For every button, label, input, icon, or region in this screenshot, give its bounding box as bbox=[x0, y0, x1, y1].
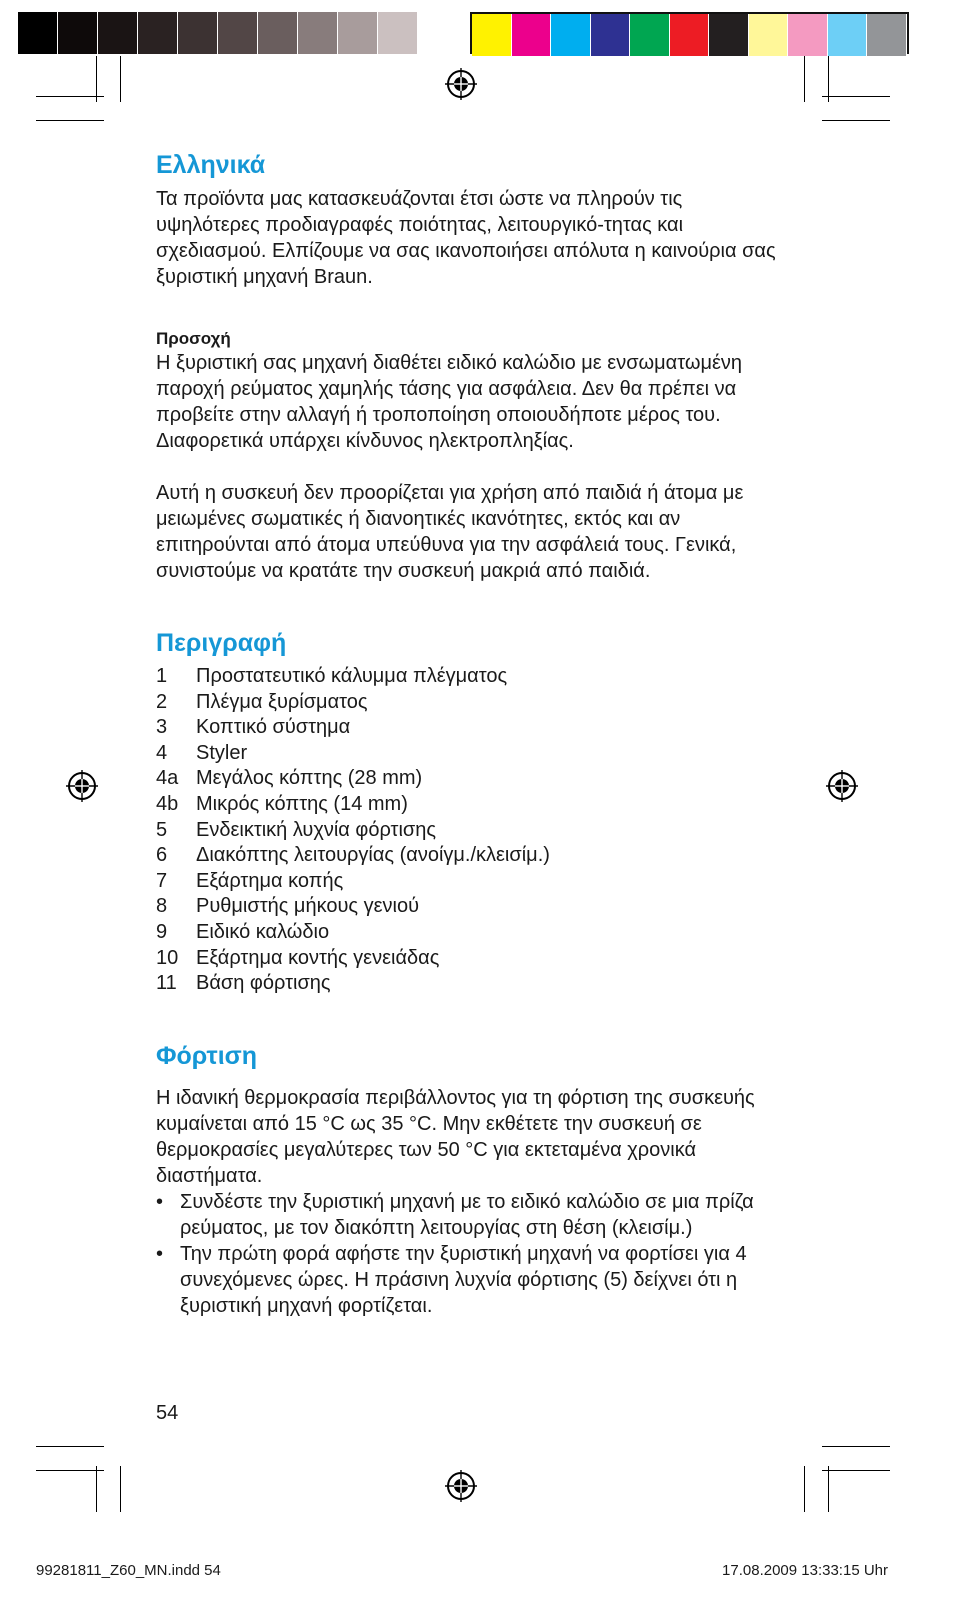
list-item bbox=[156, 1241, 776, 1319]
crop-mark bbox=[828, 1466, 829, 1512]
grayscale-color-bar bbox=[18, 12, 458, 54]
crop-mark bbox=[96, 56, 97, 102]
bullet-text: Συνδέστε την ξυριστική μηχανή με το ειδικό καλώδιο σε μια πρίζα ρεύματος, με τον διακόπτη λειτουργίας στη θέση (κλεισίμ.) bbox=[180, 1190, 754, 1239]
crop-mark bbox=[36, 1446, 104, 1447]
process-color-bar bbox=[470, 12, 909, 54]
color-swatch bbox=[138, 12, 178, 54]
list-item-text: Βάση φόρτισης bbox=[196, 972, 331, 995]
list-item bbox=[156, 715, 776, 741]
bullet-icon: • bbox=[156, 1190, 164, 1213]
color-swatch bbox=[551, 14, 591, 56]
list-item bbox=[156, 894, 776, 920]
charging-bullets bbox=[156, 1189, 776, 1319]
crop-mark bbox=[822, 1470, 890, 1471]
color-swatch bbox=[58, 12, 98, 54]
registration-mark-icon bbox=[445, 68, 477, 100]
color-swatch bbox=[98, 12, 138, 54]
bullet-text: Την πρώτη φορά αφήστε την ξυριστική μηχανή να φορτίσει για 4 συνεχόμενες ώρες. Η πράσινη λυχνία φόρτισης (5) δείχνει ότι η ξυριστική μηχανή φορτίζεται. bbox=[180, 1242, 747, 1317]
color-swatch bbox=[867, 14, 907, 56]
color-swatch bbox=[670, 14, 710, 56]
charging-paragraph: Η ιδανική θερμοκρασία περιβάλλοντος για τη φόρτιση της συσκευής κυμαίνεται από 15 °C ως 35 °C. Μην εκθέτετε την συσκευή σε θερμοκρασίες μεγαλύτερες των 50 °C για εκτεταμένα χρονικά διαστήματα. bbox=[156, 1086, 755, 1187]
list-item-number: 4 bbox=[156, 741, 168, 764]
page-content bbox=[156, 150, 776, 1319]
caution-paragraph: Η ξυριστική σας μηχανή διαθέτει ειδικό καλώδιο με ενσωματωμένη παροχή ρεύματος χαμηλής τάσης για ασφάλεια. Δεν θα πρέπει να προβείτε στην αλλαγή ή τροποποίηση οποιουδήποτε μέρος του. Διαφορετικά υπάρχει κίνδυνος ηλεκτροπληξίας. bbox=[156, 352, 743, 452]
section-heading-description: Περιγραφή bbox=[156, 629, 287, 657]
list-item-number: 7 bbox=[156, 869, 168, 892]
list-item bbox=[156, 946, 776, 972]
list-item bbox=[156, 792, 776, 818]
color-swatch bbox=[749, 14, 789, 56]
caution-title: Προσοχή bbox=[156, 329, 231, 348]
color-swatch bbox=[788, 14, 828, 56]
color-swatch bbox=[258, 12, 298, 54]
section-heading-charging: Φόρτιση bbox=[156, 1041, 258, 1070]
crop-mark bbox=[828, 56, 829, 102]
section-heading-greek: Ελληνικά bbox=[156, 151, 266, 179]
color-swatch bbox=[298, 12, 338, 54]
list-item-number: 5 bbox=[156, 818, 168, 841]
list-item-text: Εξάρτημα κοπής bbox=[196, 869, 344, 892]
list-item-number: 10 bbox=[156, 946, 179, 969]
crop-mark bbox=[822, 120, 890, 121]
color-swatch bbox=[418, 12, 458, 54]
registration-mark-icon bbox=[826, 770, 858, 802]
list-item bbox=[156, 741, 776, 767]
list-item bbox=[156, 920, 776, 946]
crop-mark bbox=[36, 1470, 104, 1471]
list-item-text: Μεγάλος κόπτης (28 mm) bbox=[196, 767, 423, 790]
color-swatch bbox=[828, 14, 868, 56]
registration-mark-icon bbox=[445, 1470, 477, 1502]
color-swatch bbox=[472, 14, 512, 56]
crop-mark bbox=[36, 120, 104, 121]
list-item-text: Ρυθμιστής μήκους γενιού bbox=[196, 895, 420, 918]
footer-filename: 99281811_Z60_MN.indd 54 bbox=[36, 1562, 221, 1579]
list-item-number: 3 bbox=[156, 716, 168, 739]
crop-mark bbox=[120, 1466, 121, 1512]
list-item-text: Διακόπτης λειτουργίας (ανοίγμ./κλεισίμ.) bbox=[196, 844, 550, 867]
color-swatch bbox=[338, 12, 378, 54]
list-item-text: Ειδικό καλώδιο bbox=[196, 920, 330, 943]
color-swatch bbox=[591, 14, 631, 56]
crop-mark bbox=[804, 1466, 805, 1512]
crop-mark bbox=[822, 96, 890, 97]
list-item-text: Ενδεικτική λυχνία φόρτισης bbox=[196, 818, 437, 841]
list-item bbox=[156, 971, 776, 997]
color-swatch bbox=[18, 12, 58, 54]
list-item-text: Styler bbox=[196, 741, 248, 764]
parts-list bbox=[156, 664, 776, 997]
list-item-number: 2 bbox=[156, 690, 168, 713]
registration-mark-icon bbox=[66, 770, 98, 802]
list-item-number: 1 bbox=[156, 665, 168, 687]
crop-mark bbox=[822, 1446, 890, 1447]
list-item bbox=[156, 766, 776, 792]
list-item-number: 8 bbox=[156, 895, 168, 918]
list-item bbox=[156, 1189, 776, 1241]
crop-mark bbox=[120, 56, 121, 102]
color-swatch bbox=[378, 12, 418, 54]
list-item-number: 4a bbox=[156, 767, 179, 790]
list-item-text: Πλέγμα ξυρίσματος bbox=[196, 690, 368, 713]
list-item bbox=[156, 843, 776, 869]
list-item-number: 11 bbox=[156, 972, 177, 995]
footer-timestamp: 17.08.2009 13:33:15 Uhr bbox=[722, 1562, 888, 1579]
crop-mark bbox=[36, 96, 104, 97]
crop-mark bbox=[804, 56, 805, 102]
children-warning-paragraph: Αυτή η συσκευή δεν προορίζεται για χρήση από παιδιά ή άτομα με μειωμένες σωματικές ή διανοητικές ικανότητες, εκτός και αν επιτηρούνται από άτομα υπεύθυνα για την ασφάλειά τους. Γενικά, συνιστούμε να κρατάτε την συσκευή μακριά από παιδιά. bbox=[156, 482, 744, 582]
list-item-text: Κοπτικό σύστημα bbox=[196, 716, 351, 739]
color-swatch bbox=[709, 14, 749, 56]
color-swatch bbox=[630, 14, 670, 56]
page-number: 54 bbox=[156, 1402, 179, 1424]
list-item-number: 4b bbox=[156, 792, 179, 815]
list-item bbox=[156, 690, 776, 716]
crop-mark bbox=[96, 1466, 97, 1512]
intro-paragraph: Τα προϊόντα μας κατασκευάζονται έτσι ώστε να πληρούν τις υψηλότερες προδιαγραφές ποιότητας, λειτουργικό-τητας και σχεδιασμού. Ελπίζουμε να σας ικανοποιήσει απόλυτα η καινούρια σας ξυριστική μηχανή Braun. bbox=[156, 188, 776, 288]
list-item-text: Εξάρτημα κοντής γενειάδας bbox=[196, 946, 440, 969]
color-swatch bbox=[512, 14, 552, 56]
list-item bbox=[156, 664, 776, 690]
list-item bbox=[156, 818, 776, 844]
list-item-text: Μικρός κόπτης (14 mm) bbox=[196, 792, 408, 815]
color-swatch bbox=[218, 12, 258, 54]
list-item-number: 9 bbox=[156, 920, 168, 943]
list-item-text: Προστατευτικό κάλυμμα πλέγματος bbox=[196, 665, 508, 687]
list-item bbox=[156, 869, 776, 895]
color-swatch bbox=[178, 12, 218, 54]
bullet-icon: • bbox=[156, 1242, 164, 1265]
list-item-number: 6 bbox=[156, 844, 168, 867]
